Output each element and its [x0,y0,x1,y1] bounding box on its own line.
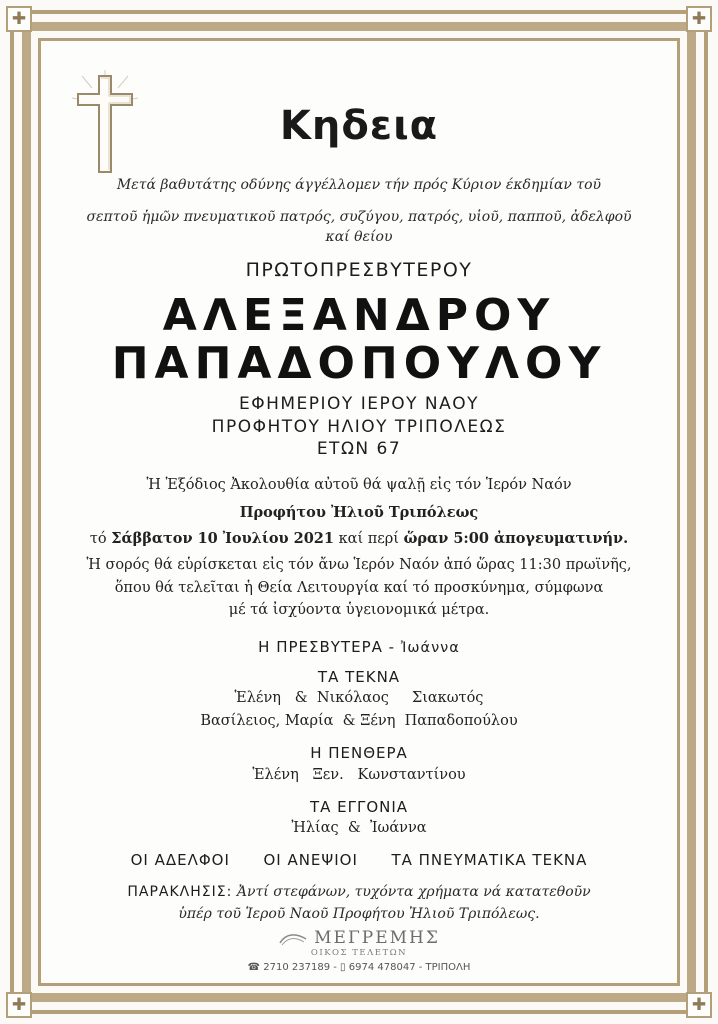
intro-line-2: σεπτοῦ ἡμῶν πνευματικοῦ πατρός, συζύγου, πατρός, υἱοῦ, παπποῦ, ἀδελφοῦ [86,209,632,225]
children-line-2: Βασίλειος, Μαρία & Ξένη Παπαδοπούλου [200,713,518,729]
phone-number: 2710 237189 [263,962,331,973]
request-text-1: Ἀντί στεφάνων, τυχόντα χρήματα νά κατατεθοῦν [236,884,591,900]
mobile-number: 6974 478047 [348,962,416,973]
deceased-last-name: ΠΑΠΑΔΟΠΟΥΛΟΥ [111,338,607,389]
service-date-line [48,530,670,547]
service-date: Σάββατον 10 Ἰουλίου 2021 [111,530,334,547]
contact-separator: - [333,962,337,973]
request-label: ΠΑΡΑΚΛΗΣΙΣ: [127,884,233,900]
grandchildren-names: Ἠλίας & Ἰωάννα [291,820,427,836]
logo-swirl-icon [278,931,308,947]
grandchildren-label: ΤΑ ΕΓΓΟΝΙΑ [309,798,409,816]
other-relatives [48,851,670,869]
corner-cross-icon: ✚ [6,992,32,1018]
intro-line-3: καί θείου [325,229,393,245]
notice-title: Κηδεια [279,103,439,149]
service-time: ὥραν 5:00 ἀπογευματινήν. [403,530,629,547]
corner-cross-icon: ✚ [686,992,712,1018]
contact-line [48,962,670,973]
intro-line-1: Μετά βαθυτάτης οδύνης άγγέλλομεν τήν πρός Κύριον έκδημίαν τοῦ [116,177,602,193]
deceased-first-name: ΑΛΕΞΑΝΔΡΟΥ [162,290,556,341]
mobile-phone-icon: ▯ [340,962,346,973]
wife-line [48,638,670,656]
phone-icon: ☎ [247,962,261,973]
position-line-1: ΕΦΗΜΕΡΙΟΥ ΙΕΡΟΥ ΝΑΟΥ [238,394,480,414]
service-line-5: ὅπου θά τελεῖται ἡ Θεία Λειτουργία καί τό προσκύνημα, σύμφωνα [114,580,604,596]
funeral-home-name: ΜΕΓΡΕΜΗΣ [314,928,440,948]
service-line-6: μέ τά ἰσχύοντα ὑγειονομικά μέτρα. [228,602,490,618]
corner-cross-icon: ✚ [6,6,32,32]
deceased-rank: ΠΡΩΤΟΠΡΕΣΒΥΤΕΡΟΥ [245,259,473,281]
service-line-4: Ἡ σορός θά εὑρίσκεται εἰς τόν ἄνω Ἱερόν Ναόν ἀπό ὥρας 11:30 πρωϊνῆς, [86,557,632,573]
children-label: ΤΑ ΤΕΚΝΑ [317,668,401,686]
position-line-2: ΠΡΟΦΗΤΟΥ ΗΛΙΟΥ ΤΡΙΠΟΛΕΩΣ [211,417,507,437]
service-church: Προφήτου Ἠλιοῦ Τριπόλεως [239,504,479,521]
request-text-2: ὑπέρ τοῦ Ἱεροῦ Ναοῦ Προφήτου Ἠλιοῦ Τριπόλεως. [178,906,540,922]
funeral-home-logo [48,928,670,948]
wife-label: Η ΠΡΕΣΒΥΤΕΡΑ [258,638,383,656]
city-name: - ΤΡΙΠΟΛΗ [418,962,471,973]
wife-name: Ἰωάννα [400,640,460,656]
mother-in-law-name: Ἑλένη Ξεν. Κωνσταντίνου [252,767,466,783]
service-date-prefix: τό [89,531,107,547]
deceased-age: ΕΤΩΝ 67 [316,439,402,459]
request-line-1 [48,884,670,900]
service-line-1: Ἡ Ἐξόδιος Ἀκολουθία αὐτοῦ θά ψαλῇ εἰς τόν Ἱερόν Ναόν [146,477,572,493]
mother-in-law-label: Η ΠΕΝΘΕΡΑ [310,744,408,762]
children-line-1: Ἑλένη & Νικόλαος Σιακωτός [234,690,484,706]
corner-cross-icon: ✚ [686,6,712,32]
service-date-mid: καί περί [338,531,399,547]
wife-separator: - [388,638,396,656]
spiritual-children-label: ΤΑ ΠΝΕΥΜΑΤΙΚΑ ΤΕΚΝΑ [391,851,588,869]
siblings-label: ΟΙ ΑΔΕΛΦΟΙ [130,851,230,869]
funeral-home-subtitle: ΟΙΚΟΣ ΤΕΛΕΤΩΝ [310,948,408,958]
nephews-label: ΟΙ ΑΝΕΨΙΟΙ [263,851,358,869]
